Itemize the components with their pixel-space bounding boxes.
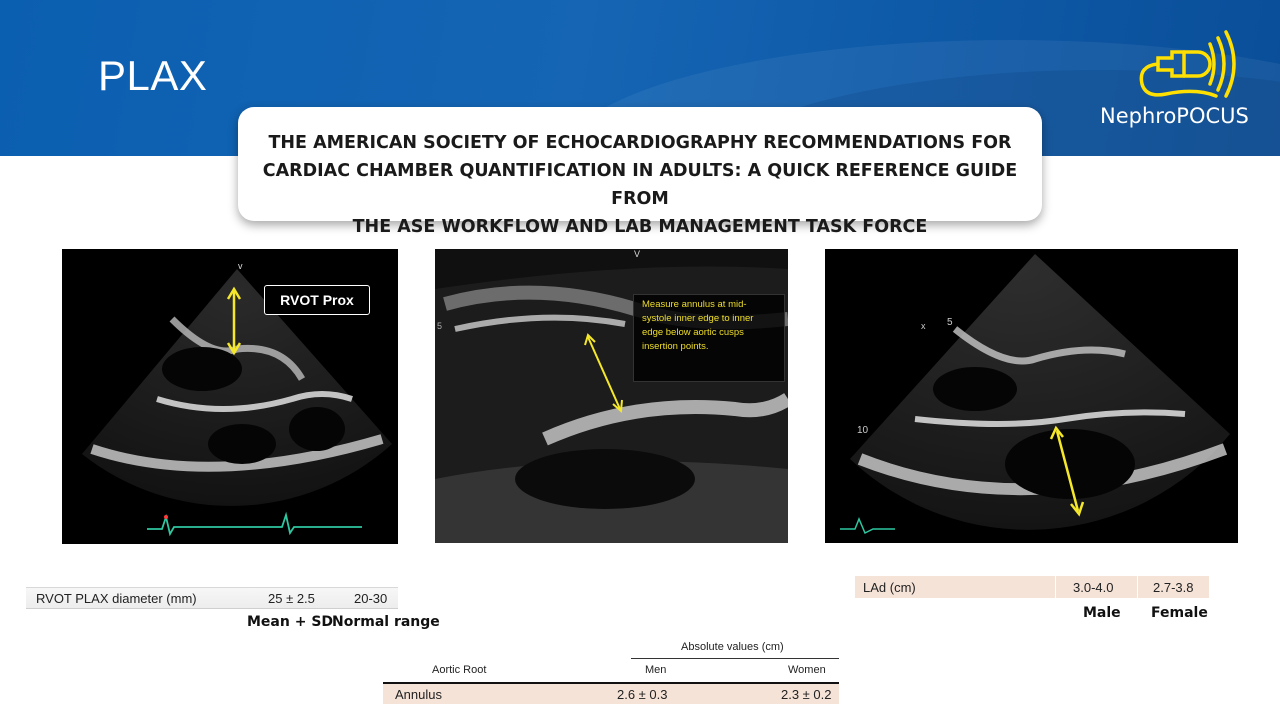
right-depth-bottom: 10 (857, 425, 869, 436)
aortic-annulus-row (383, 684, 839, 704)
echo-image-left-atrium (825, 249, 1238, 543)
rvot-label-box (264, 285, 370, 315)
aortic-col-women: Women (788, 664, 826, 676)
reference-title-box (238, 107, 1042, 237)
middle-depth: 5 (437, 321, 443, 331)
echo-image-aortic-annulus (435, 249, 788, 543)
rvot-normal-range: 20-30 (354, 591, 388, 606)
measurement-annotation-box (633, 294, 785, 382)
reference-line-3: THE ASE WORKFLOW AND LAB MANAGEMENT TASK FORCE (352, 217, 928, 237)
lad-divider-1 (1055, 576, 1056, 598)
aortic-annulus-men: 2.6 ± 0.3 (617, 687, 668, 702)
rvot-table-row (26, 587, 398, 609)
rvot-label: RVOT Prox (280, 292, 354, 308)
aortic-annulus-label: Annulus (395, 687, 442, 702)
aortic-row-header: Aortic Root (432, 664, 487, 676)
logo-text: NephroPOCUS (1100, 104, 1249, 128)
echo-image-rvot (62, 249, 398, 544)
lad-female-label: Female (1151, 605, 1208, 621)
reference-line-1: THE AMERICAN SOCIETY OF ECHOCARDIOGRAPHY RECOMMENDATIONS FOR (268, 133, 1012, 153)
measurement-annotation: Measure annulus at mid-systole inner edge to inner edge below aortic cusps insertion points. (642, 299, 754, 352)
right-depth-top: 5 (947, 317, 953, 328)
aortic-annulus-women: 2.3 ± 0.2 (781, 687, 832, 702)
middle-marker: V (634, 249, 641, 259)
lad-female-value: 2.7-3.8 (1153, 580, 1194, 595)
lad-table-row (855, 576, 1209, 598)
rvot-range-label: Normal range (332, 614, 440, 630)
aortic-col-men: Men (645, 664, 667, 676)
rvot-mean-label: Mean + SD (247, 614, 334, 630)
reference-title (238, 129, 1042, 241)
lad-divider-2 (1137, 576, 1138, 598)
rvot-parameter: RVOT PLAX diameter (mm) (36, 591, 197, 606)
aortic-group-rule (631, 658, 839, 659)
aortic-table (383, 636, 839, 706)
reference-line-2: CARDIAC CHAMBER QUANTIFICATION IN ADULTS: A QUICK REFERENCE GUIDE FROM (262, 161, 1018, 209)
rvot-mean-sd: 25 ± 2.5 (268, 591, 315, 606)
slide-title: PLAX (98, 52, 208, 99)
right-marker: x (921, 321, 926, 331)
lad-parameter: LAd (cm) (863, 580, 916, 595)
rvot-marker: v (238, 261, 243, 271)
lad-male-label: Male (1083, 605, 1121, 621)
aortic-group-header: Absolute values (cm) (681, 641, 784, 653)
lad-male-value: 3.0-4.0 (1073, 580, 1114, 595)
